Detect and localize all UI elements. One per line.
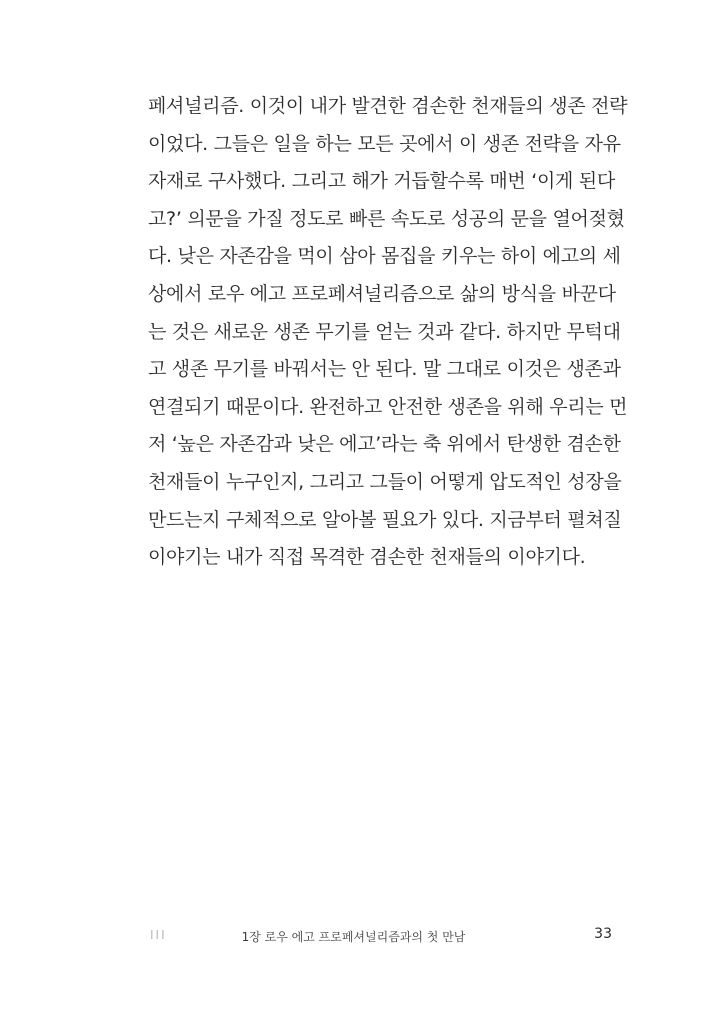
text-line: 다. 낮은 자존감을 먹이 삼아 몸집을 키우는 하이 에고의 세 bbox=[148, 245, 621, 268]
text-line: 만드는지 구체적으로 알아볼 필요가 있다. 지금부터 펼쳐질 bbox=[148, 508, 622, 531]
text-line: 페셔널리즘. 이것이 내가 발견한 겸손한 천재들의 생존 전략 bbox=[148, 95, 628, 117]
text-line: 자재로 구사했다. 그리고 해가 거듭할수록 매번 ‘이게 된다 bbox=[148, 170, 615, 193]
text-line: 저 ‘높은 자존감과 낮은 에고’라는 축 위에서 탄생한 겸손한 bbox=[148, 433, 621, 456]
text-line: 이야기는 내가 직접 목격한 겸손한 천재들의 이야기다. bbox=[148, 546, 586, 569]
page-footer bbox=[0, 926, 707, 948]
text-line: 는 것은 새로운 생존 무기를 얻는 것과 같다. 하지만 무턱대 bbox=[148, 320, 621, 343]
page-number: 33 bbox=[594, 926, 612, 942]
body-paragraph bbox=[148, 88, 628, 577]
text-line: 이었다. 그들은 일을 하는 모든 곳에서 이 생존 전략을 자유 bbox=[148, 132, 621, 155]
text-line: 천재들이 누구인지, 그리고 그들이 어떻게 압도적인 성장을 bbox=[148, 470, 622, 493]
footer-mark: III bbox=[150, 928, 167, 942]
running-title: 1장 로우 에고 프로페셔널리즘과의 첫 만남 bbox=[241, 930, 466, 944]
text-line: 고?’ 의문을 가질 정도로 빠른 속도로 성공의 문을 열어젖혔 bbox=[148, 207, 625, 230]
text-line: 상에서 로우 에고 프로페셔널리즘으로 삶의 방식을 바꾼다 bbox=[148, 282, 616, 305]
text-line: 고 생존 무기를 바꿔서는 안 된다. 말 그대로 이것은 생존과 bbox=[148, 358, 621, 381]
text-line: 연결되기 때문이다. 완전하고 안전한 생존을 위해 우리는 먼 bbox=[148, 395, 628, 418]
